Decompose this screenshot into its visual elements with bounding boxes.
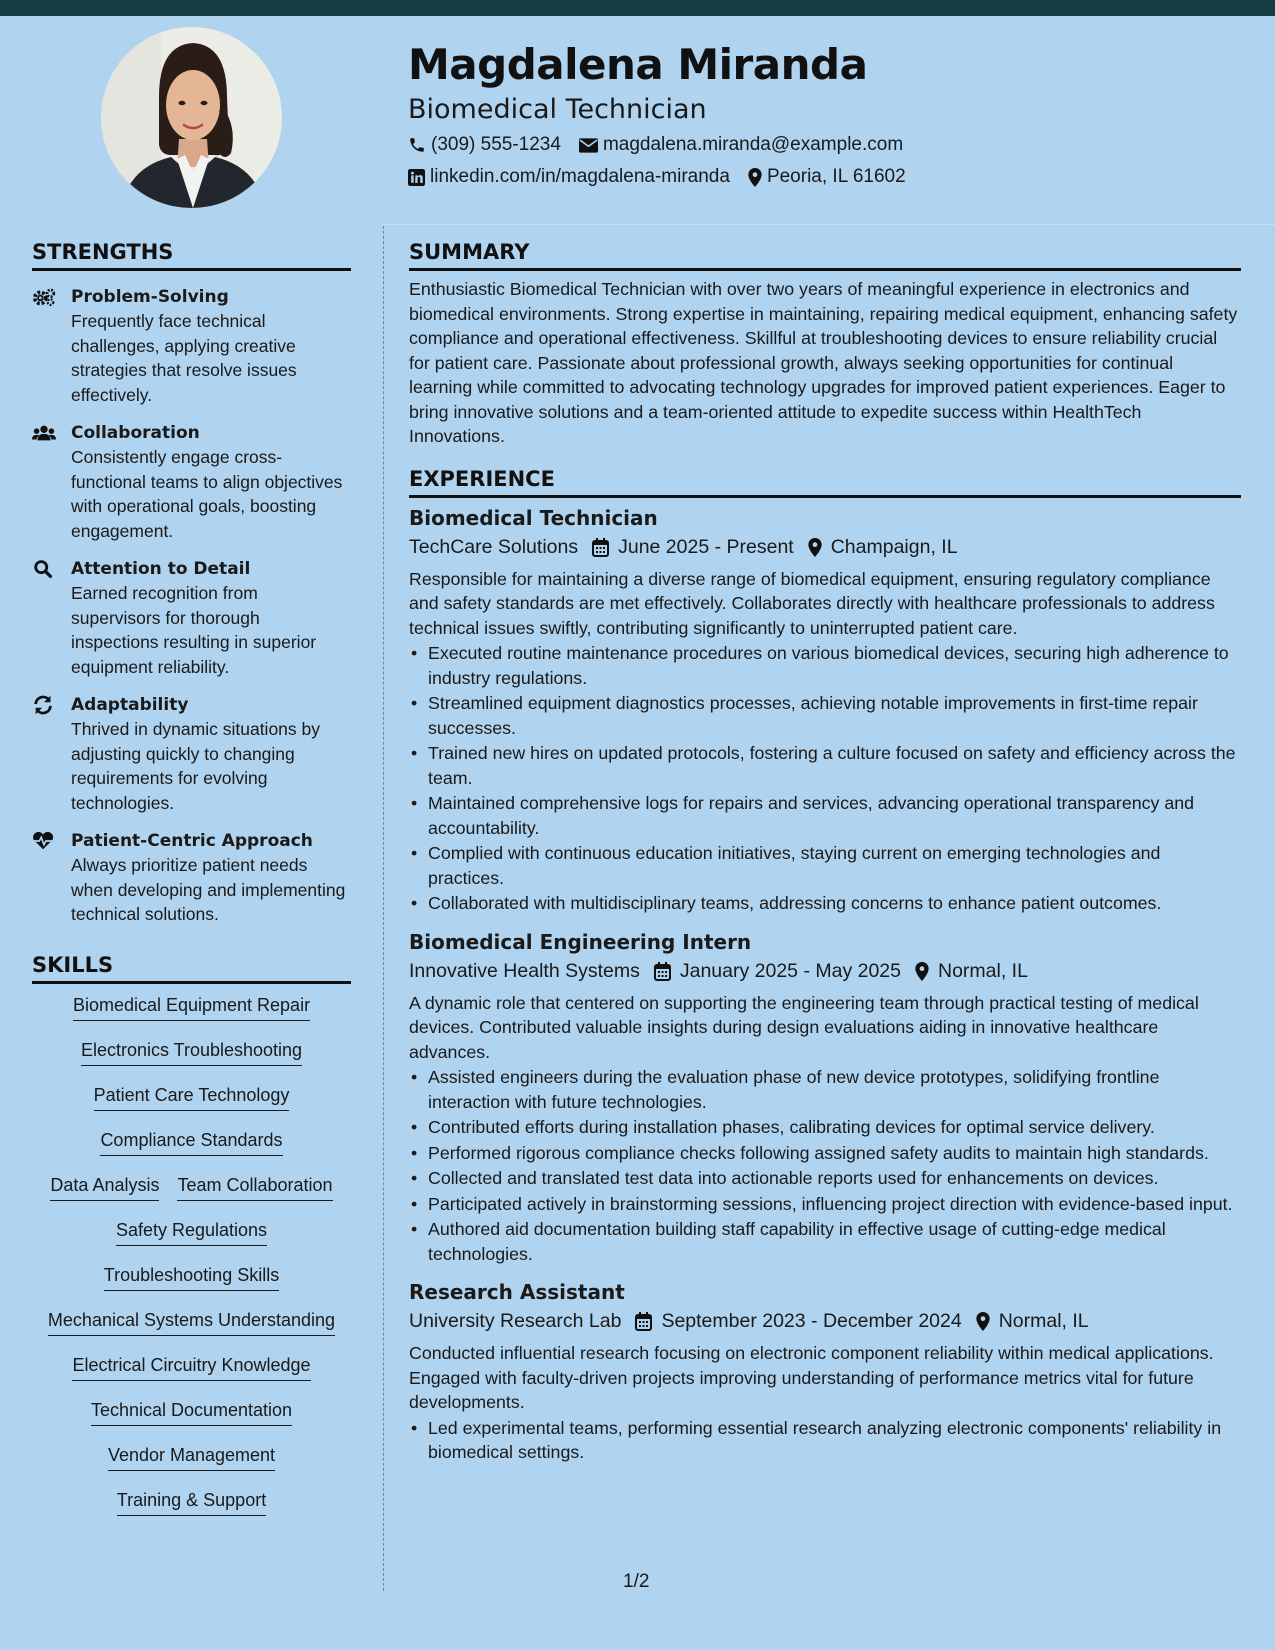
job-dates	[592, 536, 794, 559]
map-pin-icon	[748, 168, 762, 187]
skill-tag: Data Analysis	[50, 1174, 159, 1201]
skill-row	[32, 1264, 351, 1309]
skill-row	[32, 1399, 351, 1444]
profile-photo	[101, 27, 282, 208]
job-bullets	[409, 1416, 1241, 1465]
skill-tag: Troubleshooting Skills	[104, 1264, 279, 1291]
skill-tag: Mechanical Systems Understanding	[48, 1309, 335, 1336]
strength-desc: Earned recognition from supervisors for thorough inspections resulting in superior equipment reliability.	[71, 583, 317, 677]
job-meta	[409, 1310, 1241, 1333]
bullet-item: • Executed routine maintenance procedures on various biomedical devices, securing high adherence to industry regulations.	[409, 641, 1241, 690]
contact-row-2	[408, 166, 924, 188]
summary-text: Enthusiastic Biomedical Technician with over two years of meaningful experience in electronics and biomedical environments. Strong expertise in maintaining, repairing medical equipment, enhancing safety compliance and operational effectiveness. Skillful at troubleshooting devices to ensure reliability crucial for patient care. Passionate about professional growth, always seeking opportunities for continual learning while committed to advocating technology upgrades for improved patient experiences. Eager to bring innovative solutions and a team-oriented attitude to expedite success within HealthTech Innovations.	[409, 279, 1238, 446]
candidate-name: Magdalena Miranda	[408, 40, 868, 89]
job-dates-text: September 2023 - December 2024	[661, 1310, 962, 1332]
right-column	[409, 240, 1241, 1466]
linkedin-text: linkedin.com/in/magdalena-miranda	[430, 166, 730, 187]
bullet-item: • Led experimental teams, performing essential research analyzing electronic components' reliability in biomedical settings.	[409, 1416, 1241, 1465]
skill-row	[32, 1354, 351, 1399]
job-meta	[409, 536, 1241, 559]
strength-title: Attention to Detail	[71, 559, 251, 579]
search-icon	[32, 559, 56, 579]
skill-row	[32, 1444, 351, 1489]
job-description: A dynamic role that centered on supporting the engineering team through practical testing of medical devices. Contributed valuable insights during design evaluations aiding in innovative healthcare advances.	[409, 992, 1199, 1062]
map-pin-icon	[976, 1312, 990, 1331]
job-bullets	[409, 641, 1241, 916]
bullet-item: • Assisted engineers during the evaluation phase of new device prototypes, solidifying frontline interaction with future technologies.	[409, 1065, 1241, 1114]
strengths-heading: STRENGTHS	[32, 240, 351, 271]
strength-title: Problem-Solving	[71, 287, 229, 307]
job-location	[976, 1310, 1089, 1333]
page-number: 1/2	[623, 1571, 650, 1592]
job-dates	[654, 960, 901, 983]
bullet-item: • Maintained comprehensive logs for repairs and services, advancing operational transparency and accountability.	[409, 791, 1241, 840]
linkedin-contact[interactable]	[408, 166, 730, 188]
phone-text: (309) 555-1234	[431, 134, 561, 155]
job-description: Responsible for maintaining a diverse range of biomedical equipment, ensuring regulatory compliance and safety standards are met effectively. Collaborates directly with healthcare professionals to address technical issues swiftly, contributing significantly to uninterrupted patient care.	[409, 568, 1215, 638]
job-location	[915, 960, 1028, 983]
strength-item	[32, 693, 351, 815]
skills-list	[32, 994, 351, 1534]
skill-row	[32, 1129, 351, 1174]
calendar-icon	[654, 962, 671, 981]
phone-icon	[408, 136, 426, 154]
strength-item	[32, 421, 351, 543]
job-location-text: Normal, IL	[938, 959, 1028, 982]
summary-heading: SUMMARY	[409, 240, 1241, 271]
bullet-item: • Streamlined equipment diagnostics processes, achieving notable improvements in first-time repair successes.	[409, 691, 1241, 740]
email-text: magdalena.miranda@example.com	[602, 134, 904, 155]
skill-row	[32, 1309, 351, 1354]
sync-icon	[32, 695, 56, 715]
job-entry	[409, 1280, 1241, 1465]
skill-tag: Electronics Troubleshooting	[81, 1039, 302, 1066]
skill-row	[32, 1174, 351, 1219]
job-entry	[409, 930, 1241, 1267]
strength-desc: Thrived in dynamic situations by adjusting quickly to changing requirements for evolving technologies.	[71, 719, 320, 813]
skill-row	[32, 1039, 351, 1084]
job-title-heading: Biomedical Technician	[408, 94, 707, 125]
gears-icon	[32, 287, 56, 307]
bullet-item: • Contributed efforts during installation phases, calibrating devices for optimal service delivery.	[409, 1115, 1241, 1140]
job-position: Biomedical Engineering Intern	[409, 929, 752, 954]
strength-title: Collaboration	[71, 423, 200, 443]
strength-title: Patient-Centric Approach	[71, 831, 313, 851]
job-location-text: Champaign, IL	[830, 535, 958, 558]
map-pin-icon	[808, 538, 822, 557]
bullet-item: • Trained new hires on updated protocols, fostering a culture focused on safety and efficiency across the team.	[409, 741, 1241, 790]
skill-tag: Safety Regulations	[116, 1219, 267, 1246]
skill-tag: Patient Care Technology	[94, 1084, 290, 1111]
column-divider	[383, 226, 384, 1591]
strength-desc: Frequently face technical challenges, applying creative strategies that resolve issues effectively.	[71, 311, 297, 405]
job-company: Innovative Health Systems	[409, 959, 640, 982]
skill-tag: Compliance Standards	[100, 1129, 282, 1156]
bullet-item: • Participated actively in brainstorming sessions, influencing project direction with evidence-based input.	[409, 1192, 1241, 1217]
linkedin-icon	[408, 169, 425, 186]
strength-desc: Always prioritize patient needs when developing and implementing technical solutions.	[71, 855, 346, 924]
phone-contact[interactable]	[408, 134, 561, 156]
bullet-item: • Collected and translated test data into actionable reports used for enhancements on devices.	[409, 1166, 1241, 1191]
strength-item	[32, 829, 351, 927]
skill-row	[32, 1489, 351, 1534]
job-location-text: Normal, IL	[998, 1310, 1089, 1332]
experience-heading: EXPERIENCE	[409, 467, 1241, 498]
location-text: Peoria, IL 61602	[766, 166, 906, 187]
heartbeat-icon	[32, 831, 56, 851]
job-dates	[635, 1310, 961, 1333]
job-dates-text: January 2025 - May 2025	[679, 959, 901, 982]
job-bullets	[409, 1065, 1241, 1266]
job-company: University Research Lab	[409, 1310, 622, 1332]
skill-row	[32, 1084, 351, 1129]
calendar-icon	[635, 1312, 652, 1331]
location-contact	[748, 166, 906, 188]
skill-tag: Team Collaboration	[177, 1174, 332, 1201]
job-location	[808, 536, 958, 559]
bullet-item: • Performed rigorous compliance checks following assigned safety audits to maintain high standards.	[409, 1141, 1241, 1166]
strength-title: Adaptability	[71, 695, 189, 715]
skill-tag: Biomedical Equipment Repair	[73, 994, 310, 1021]
envelope-icon	[579, 138, 598, 153]
contact-row-1	[408, 134, 921, 156]
skills-heading: SKILLS	[32, 953, 351, 984]
skill-row	[32, 994, 351, 1039]
bullet-item: • Collaborated with multidisciplinary teams, addressing concerns to enhance patient outcomes.	[409, 891, 1241, 916]
bullet-item: • Authored aid documentation building staff capability in effective usage of cutting-edge medical technologies.	[409, 1217, 1241, 1266]
strength-item	[32, 285, 351, 407]
job-company: TechCare Solutions	[409, 535, 579, 558]
calendar-icon	[592, 538, 609, 557]
bullet-item: • Complied with continuous education initiatives, staying current on emerging technologies and practices.	[409, 841, 1241, 890]
job-meta	[409, 960, 1241, 983]
skill-tag: Training & Support	[117, 1489, 266, 1516]
job-dates-text: June 2025 - Present	[618, 535, 794, 558]
job-description: Conducted influential research focusing on electronic component reliability within medical applications. Engaged with faculty-driven projects improving understanding of performance metrics vital for future developments.	[409, 1343, 1214, 1412]
strength-desc: Consistently engage cross-functional teams to align objectives with operational goals, boosting engagement.	[71, 447, 343, 541]
left-column	[32, 240, 351, 1534]
job-entry	[409, 506, 1241, 916]
skill-row	[32, 1219, 351, 1264]
top-bar	[0, 0, 1275, 16]
skill-tag: Technical Documentation	[91, 1399, 292, 1426]
users-icon	[32, 423, 56, 443]
map-pin-icon	[915, 962, 929, 981]
header-divider	[383, 224, 1275, 225]
skill-tag: Vendor Management	[108, 1444, 275, 1471]
job-position: Research Assistant	[409, 1280, 625, 1304]
email-contact[interactable]	[579, 134, 903, 156]
strength-item	[32, 557, 351, 679]
skill-tag: Electrical Circuitry Knowledge	[72, 1354, 310, 1381]
job-position: Biomedical Technician	[409, 505, 658, 530]
